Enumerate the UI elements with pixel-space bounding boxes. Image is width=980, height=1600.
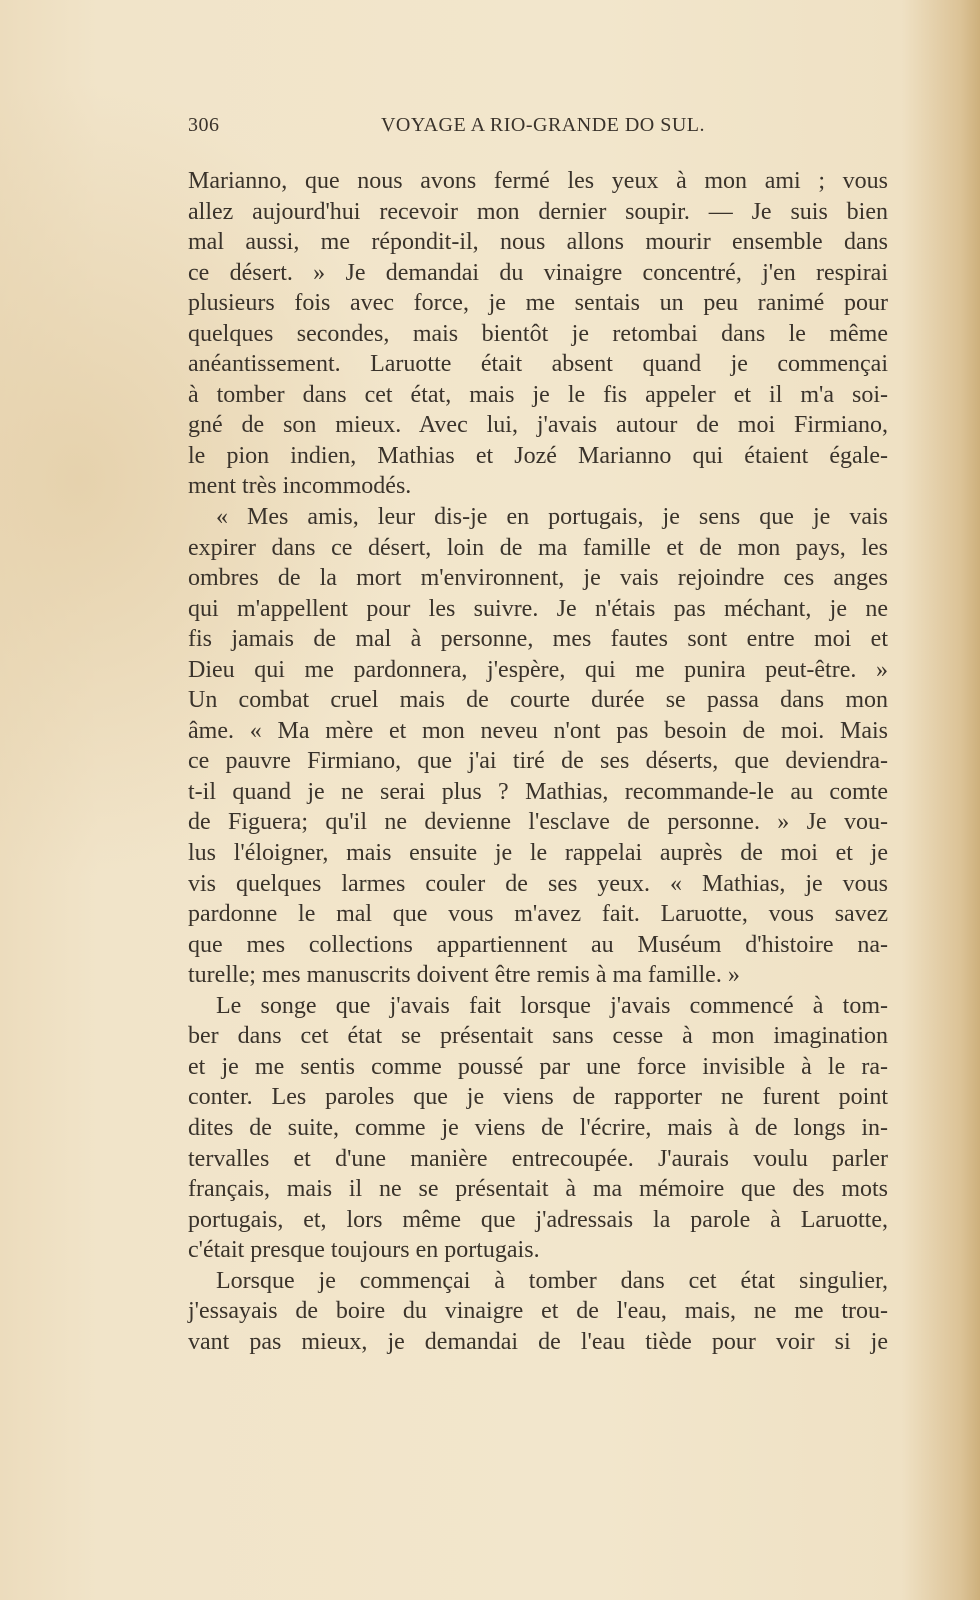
text-line: conter. Les paroles que je viens de rapporter ne furent point xyxy=(188,1084,888,1111)
text-line: ment très incommodés. xyxy=(188,473,412,500)
text-line: Marianno, que nous avons fermé les yeux à mon ami ; vous xyxy=(188,168,888,194)
text-line: ombres de la mort m'environnent, je vais rejoindre ces anges xyxy=(188,565,888,592)
running-title: VOYAGE A RIO-GRANDE DO SUL. xyxy=(380,114,706,136)
text-line: à tomber dans cet état, mais je le fis appeler et il m'a soi- xyxy=(188,381,888,408)
text-line: tervalles et d'une manière entrecoupée. J'aurais voulu parler xyxy=(188,1145,888,1172)
text-line: c'était presque toujours en portugais. xyxy=(188,1237,540,1264)
text-line: vant pas mieux, je demandai de l'eau tiède pour voir si je xyxy=(188,1328,888,1355)
text-line: qui m'appellent pour les suivre. Je n'étais pas méchant, je ne xyxy=(188,595,888,622)
text-line: Le songe que j'avais fait lorsque j'avais commencé à tom- xyxy=(216,992,888,1019)
text-line: mal aussi, me répondit-il, nous allons mourir ensemble dans xyxy=(188,229,888,256)
text-line: Dieu qui me pardonnera, j'espère, qui me punira peut-être. » xyxy=(188,656,888,683)
text-line: anéantissement. Laruotte était absent quand je commençai xyxy=(188,351,888,378)
text-line: français, mais il ne se présentait à ma mémoire que des mots xyxy=(188,1176,888,1203)
text-line: de Figuera; qu'il ne devienne l'esclave de personne. » Je vou- xyxy=(188,809,888,836)
text-line: allez aujourd'hui recevoir mon dernier soupir. — Je suis bien xyxy=(188,198,888,225)
text-line: lus l'éloigner, mais ensuite je le rappelai auprès de moi et je xyxy=(188,840,888,867)
text-line: Lorsque je commençai à tomber dans cet état singulier, xyxy=(216,1267,888,1294)
text-line: le pion indien, Mathias et Jozé Marianno qui étaient égale- xyxy=(188,442,888,469)
page-number: 306 xyxy=(188,114,220,136)
text-line: dites de suite, comme je viens de l'écrire, mais à de longs in- xyxy=(188,1114,888,1141)
text-line: Un combat cruel mais de courte durée se passa dans mon xyxy=(188,687,888,714)
text-line: quelques secondes, mais bientôt je retombai dans le même xyxy=(188,320,888,347)
text-line: que mes collections appartiennent au Muséum d'histoire na- xyxy=(188,931,888,958)
body-text xyxy=(188,166,888,1357)
running-header xyxy=(188,114,888,144)
text-line: ce pauvre Firmiano, que j'ai tiré de ses déserts, que deviendra- xyxy=(188,748,888,775)
text-line: portugais, et, lors même que j'adressais la parole à Laruotte, xyxy=(188,1206,888,1233)
text-line: gné de son mieux. Avec lui, j'avais autour de moi Firmiano, xyxy=(188,412,888,439)
text-line: et je me sentis comme poussé par une force invisible à le ra- xyxy=(188,1053,888,1080)
text-line: « Mes amis, leur dis-je en portugais, je sens que je vais xyxy=(216,504,888,531)
text-line: ce désert. » Je demandai du vinaigre concentré, j'en respirai xyxy=(188,259,888,286)
text-line: expirer dans ce désert, loin de ma famille et de mon pays, les xyxy=(188,534,888,561)
text-line: fis jamais de mal à personne, mes fautes sont entre moi et xyxy=(188,626,888,653)
text-line: âme. « Ma mère et mon neveu n'ont pas besoin de moi. Mais xyxy=(188,717,888,744)
text-line: j'essayais de boire du vinaigre et de l'eau, mais, ne me trou- xyxy=(188,1298,888,1325)
text-line: pardonne le mal que vous m'avez fait. Laruotte, vous savez xyxy=(188,901,888,928)
text-line: t-il quand je ne serai plus ? Mathias, recommande-le au comte xyxy=(188,778,888,805)
text-line: ber dans cet état se présentait sans cesse à mon imagination xyxy=(188,1023,888,1050)
text-line: plusieurs fois avec force, je me sentais un peu ranimé pour xyxy=(188,290,888,317)
text-line: vis quelques larmes couler de ses yeux. « Mathias, je vous xyxy=(188,870,888,897)
text-line: turelle; mes manuscrits doivent être remis à ma famille. » xyxy=(188,962,740,989)
